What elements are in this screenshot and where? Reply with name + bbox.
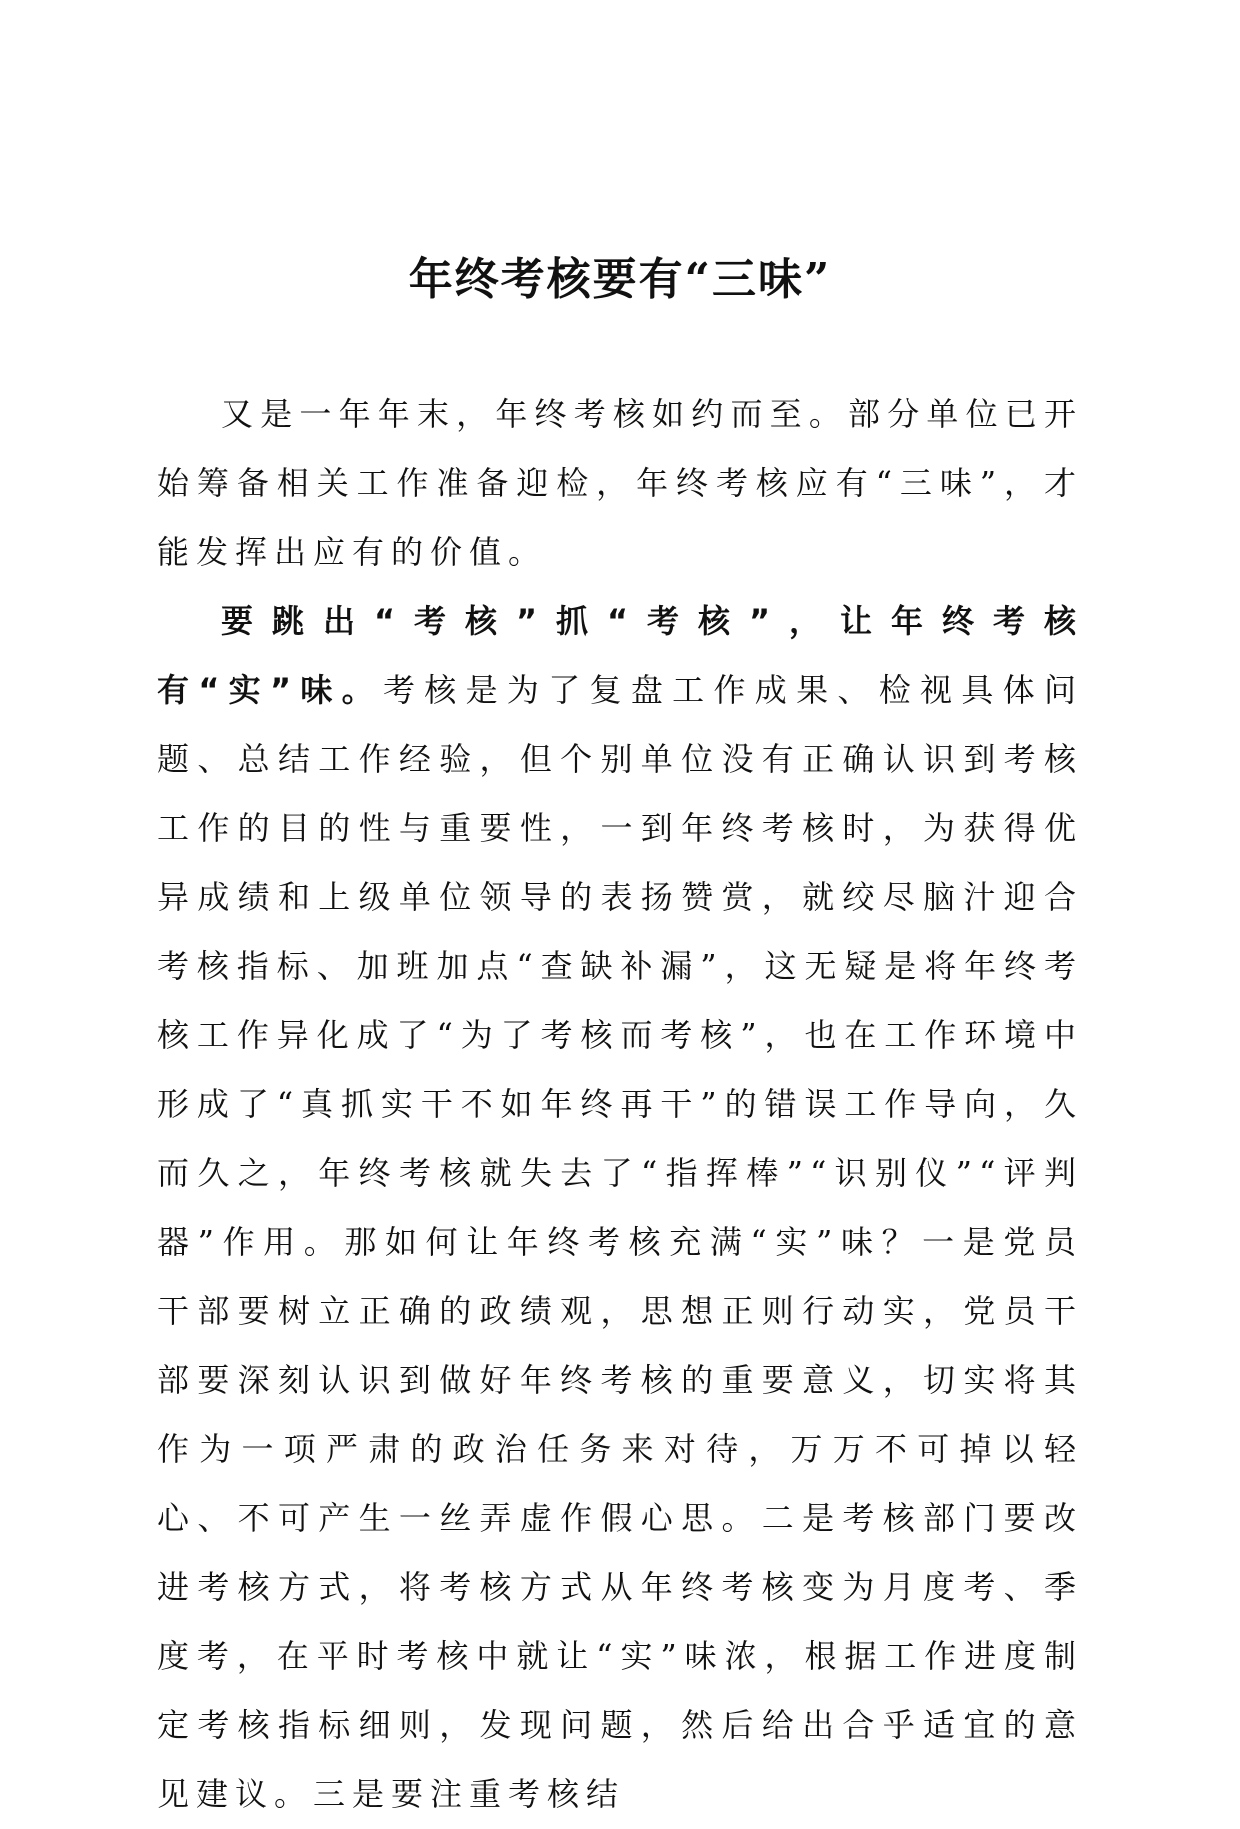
page-title: 年终考核要有“三味” (408, 254, 832, 305)
paragraph-shi-wei (157, 587, 1083, 1829)
paragraph-text: 又是一年年末，年终考核如约而至。部分单位已开始筹备相关工作准备迎检，年终考核应有“三味”，才能发挥出应有的价值。 (157, 395, 1083, 571)
paragraph-intro (157, 380, 1083, 587)
paragraph-text: 考核是为了复盘工作成果、检视具体问题、总结工作经验，但个别单位没有正确认识到考核工作的目的性与重要性，一到年终考核时，为获得优异成绩和上级单位领导的表扬赞赏，就绞尽脑汁迎合考核指标、加班加点“查缺补漏”，这无疑是将年终考核工作异化成了“为了考核而考核”，也在工作环境中形成了“真抓实干不如年终再干”的错误工作导向，久而久之，年终考核就失去了“指挥棒”“识别仪”“评判器”作用。那如何让年终考核充满“实”味？一是党员干部要树立正确的政绩观，思想正则行动实，党员干部要深刻认识到做好年终考核的重要意义，切实将其作为一项严肃的政治任务来对待，万万不可掉以轻心、不可产生一丝弄虚作假心思。二是考核部门要改进考核方式，将考核方式从年终考核变为月度考、季度考，在平时考核中就让“实”味浓，根据工作进度制定考核指标细则，发现问题，然后给出合乎适宜的意见建议。三是要注重考核结 (157, 671, 1083, 1813)
article-body (157, 380, 1083, 1829)
paragraph-lead-heading: 要跳出“考核”抓“考核”，让年终考核有“实”味。 (157, 602, 1083, 709)
